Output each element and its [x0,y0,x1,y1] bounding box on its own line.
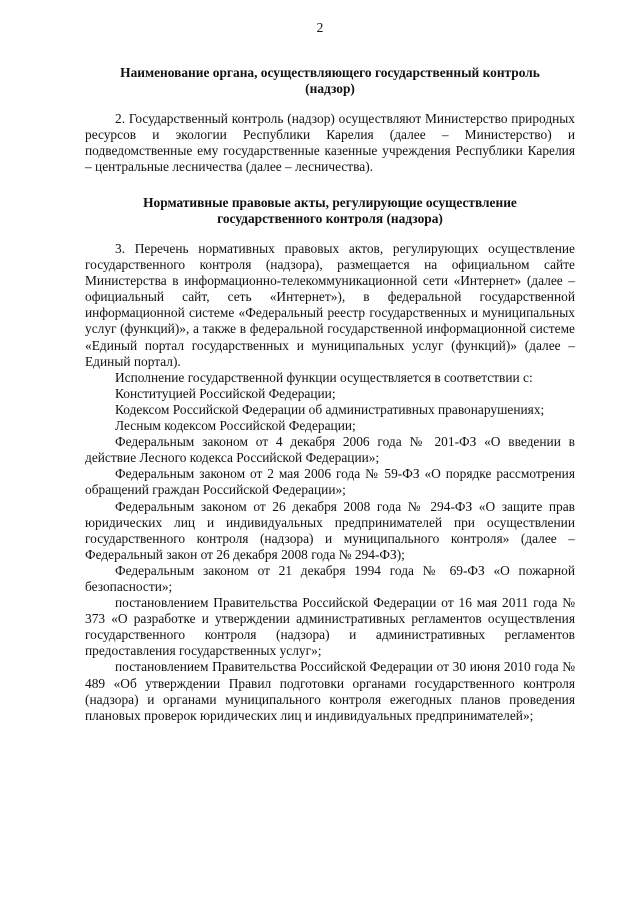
paragraph: постановлением Правительства Российской Федерации от 30 июня 2010 года № 489 «Об утверждении Правил подготовки органами государственного контроля (надзора) и органами муниципального контроля ежегодных планов проведения плановых проверок юридических лиц и индивидуальных предпринимателей»; [85,659,575,723]
heading-line: государственного контроля (надзора) [217,211,443,227]
paragraph: Федеральным законом от 4 декабря 2006 года № 201-ФЗ «О введении в действие Лесного кодекса Российской Федерации»; [85,434,575,466]
paragraph: Федеральным законом от 21 декабря 1994 года № 69-ФЗ «О пожарной безопасности»; [85,562,575,594]
heading-line: Нормативные правовые акты, регулирующие осуществление [143,195,517,210]
paragraph: Конституцией Российской Федерации; [115,385,336,401]
paragraph-group-authority [85,111,575,175]
page-number: 2 [316,20,324,35]
section-heading-authority [80,65,580,97]
paragraph: Кодексом Российской Федерации об административных правонарушениях; [115,401,545,417]
paragraph: Лесным кодексом Российской Федерации; [115,418,356,434]
paragraph: постановлением Правительства Российской Федерации от 16 мая 2011 года № 373 «О разработке и утверждении административных регламентов осуществления государственного контроля (надзора) и административных регламентов предоставления государственных услуг»; [85,595,575,659]
section-heading-legal-acts [80,195,580,227]
heading-line: Наименование органа, осуществляющего государственный контроль [120,65,540,80]
paragraph-group-legal-acts [85,241,575,724]
paragraph: Федеральным законом от 2 мая 2006 года № 59-ФЗ «О порядке рассмотрения обращений граждан Российской Федерации»; [85,466,575,498]
paragraph: Федеральным законом от 26 декабря 2008 года № 294-ФЗ «О защите прав юридических лиц и индивидуальных предпринимателей при осуществлении государственного контроля (надзора) и муниципального контроля» (далее – Федеральный закон от 26 декабря 2008 года № 294-ФЗ); [85,498,575,562]
paragraph: 2. Государственный контроль (надзор) осуществляют Министерство природных ресурсов и экологии Республики Карелия (далее – Министерство) и подведомственные ему государственные казенные учреждения Республики Карелия – центральные лесничества (далее – лесничества). [85,111,575,175]
heading-line: (надзор) [305,81,355,97]
paragraph: Исполнение государственной функции осуществляется в соответствии с: [115,369,533,385]
paragraph: 3. Перечень нормативных правовых актов, регулирующих осуществление государственного контроля (надзора), размещается на официальном сайте Министерства в информационно-телекоммуникационной сети «Интернет» (далее – официальный сайт, сеть «Интернет»), в федеральной государственной информационной системе «Федеральный реестр государственных и муниципальных услуг (функций)», а также в федеральной государственной информационной системе «Единый портал государственных и муниципальных услуг (функций)» (далее – Единый портал). [85,241,575,369]
